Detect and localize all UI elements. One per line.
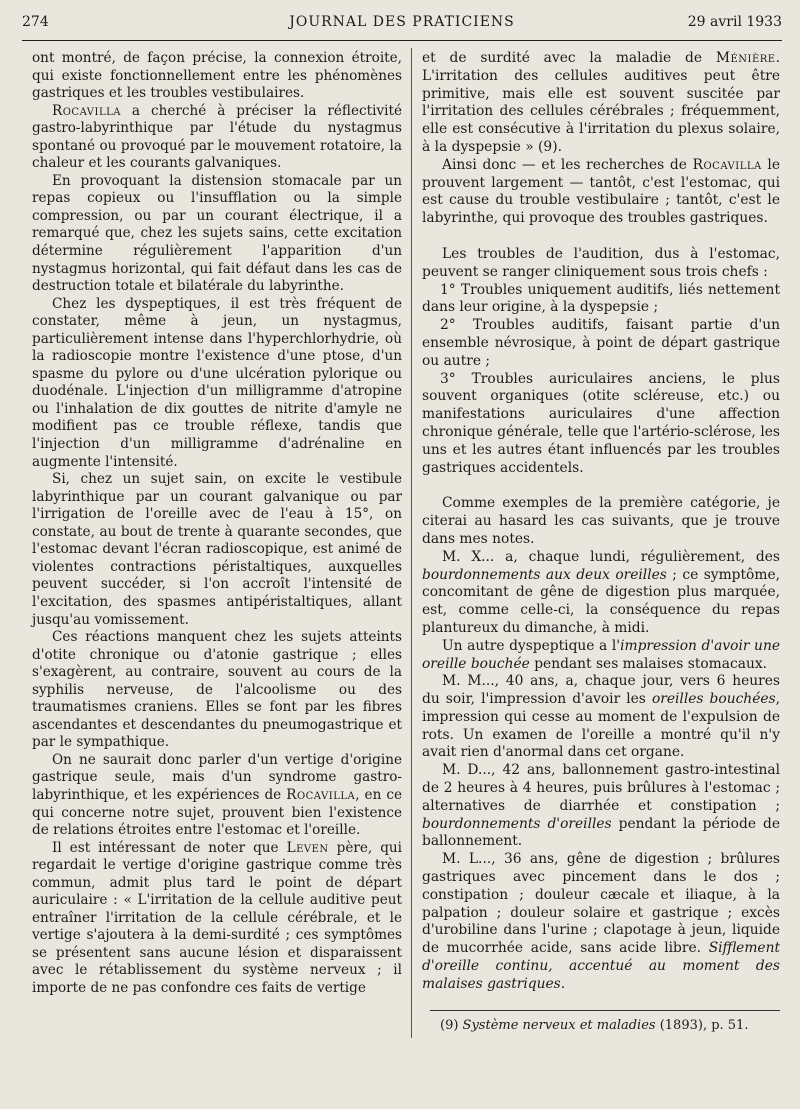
case-paragraph: M. D..., 42 ans, ballonnement gastro-intestinal de 2 heures à 4 heures, puis brûlures à l'estomac ; alternatives de diarrhée et constipation ; bourdonnements d'oreilles pendant la période de ballonnement. <box>422 762 780 850</box>
footnote-rule <box>430 1010 780 1011</box>
right-column <box>422 50 780 994</box>
case-paragraph: M. L..., 36 ans, gêne de digestion ; brûlures gastriques avec pincement dans le dos ; constipation ; douleur cæcale et iliaque, à la palpation ; douleur solaire et gastrique ; excès d'urobiline dans l'urine ; clapotage à jeun, liquide de mucorrhée acide, sans acide libre. Sifflement d'oreille continu, accentué au moment des malaises gastriques. <box>422 851 780 992</box>
author-name: Rocavilla <box>692 156 762 173</box>
author-name: Rocavilla <box>286 786 356 803</box>
footnote-title: Système nerveux et maladies <box>462 1018 656 1033</box>
author-name: Rocavilla <box>52 102 121 119</box>
column-divider <box>411 48 412 1038</box>
list-item: 2° Troubles auditifs, faisant partie d'un ensemble névrosique, à point de départ gastrique ou autre ; <box>422 317 780 369</box>
paragraph: Les troubles de l'audition, dus à l'estomac, peuvent se ranger cliniquement sous trois chefs : <box>422 245 780 280</box>
paragraph: Ces réactions manquent chez les sujets atteints d'otite chronique ou d'atonie gastrique ; elles s'exagèrent, au contraire, souvent au cours de la syphilis nerveuse, de l'alcoolisme ou des traumatismes craniens. Elles se font par les fibres ascendantes et descendantes du pneumogastrique et par le sympathique. <box>32 629 402 751</box>
footnote: (9) Système nerveux et maladies (1893), p. 51. <box>440 1018 749 1033</box>
author-name: Leven <box>286 839 329 856</box>
header-rule <box>22 40 782 41</box>
paragraph: En provoquant la distension stomacale par un repas copieux ou l'insufflation ou la simple compression, ou par un courant électrique, il a remarqué que, chez les sujets sains, cette excitation détermine régulièrement l'apparition d'un nystagmus horizontal, qui fait défaut dans les cas de destruction totale et bilatérale du labyrinthe. <box>32 172 402 295</box>
paragraph: Chez les dyspeptiques, il est très fréquent de constater, même à jeun, un nystagmus, particulièrement intense dans l'hyperchlorhydrie, où la radioscopie montre l'existence d'une ptose, d'un spasme du pylore ou d'une ulcération pylorique ou duodénale. L'injection d'un milligramme d'atropine ou l'inhalation de dix gouttes de nitrite d'amyle ne modifient pas ce trouble réflexe, tandis que l'injection d'un milligramme d'adrénaline en augmente l'intensité. <box>32 295 402 470</box>
paragraph: Ainsi donc — et les recherches de Rocavilla le prouvent largement — tantôt, c'est l'estomac, qui est cause du trouble vestibulaire ; tantôt, c'est le labyrinthe, qui provoque des troubles gastriques. <box>422 156 780 227</box>
case-paragraph: M. X... a, chaque lundi, régulièrement, des bourdonnements aux deux oreilles ; ce symptôme, concomitant de gêne de digestion plus marquée, est, comme celle-ci, la conséquence du repas plantureux du dimanche, à midi. <box>422 548 780 636</box>
list-item: 3° Troubles auriculaires anciens, le plus souvent organiques (otite scléreuse, etc.) ou manifestations auriculaires d'une affection chronique générale, telle que l'artério-sclérose, les uns et les autres étant influencés par les troubles gastriques accidentels. <box>422 370 780 476</box>
paragraph: et de surdité avec la maladie de Ménière. L'irritation des cellules auditives peut être primitive, mais elle est souvent suscitée par l'irritation des cellules cérébrales ; fréquemment, elle est consécutive à l'irritation du plexus solaire, à la dyspepsie » (9). <box>422 50 780 155</box>
issue-date: 29 avril 1933 <box>687 14 782 30</box>
list-item: 1° Troubles uniquement auditifs, liés nettement dans leur origine, à la dyspepsie ; <box>422 281 780 316</box>
case-paragraph: Un autre dyspeptique a l'impression d'avoir une oreille bouchée pendant ses malaises stomacaux. <box>422 637 780 672</box>
paragraph: Rocavilla a cherché à préciser la réflectivité gastro-labyrinthique par l'étude du nystagmus spontané ou provoqué par le mouvement rotatoire, la chaleur et les courants galvaniques. <box>32 102 402 172</box>
page-header <box>22 10 782 34</box>
paragraph: Si, chez un sujet sain, on excite le vestibule labyrinthique par un courant galvanique ou par l'irrigation de l'oreille avec de l'eau à 15°, on constate, au bout de trente à quarante secondes, que l'estomac devant l'écran radioscopique, est animé de violentes contractions péristaltiques, auxquelles peuvent succéder, si l'on accroît l'intensité de l'excitation, des spasmes antipéristaltiques, allant jusqu'au vomissement. <box>32 471 402 628</box>
category-list <box>422 282 780 478</box>
paragraph: Comme exemples de la première catégorie, je citerai au hasard les cas suivants, que je trouve dans mes notes. <box>422 495 780 547</box>
paragraph: ont montré, de façon précise, la connexion étroite, qui existe fonctionnellement entre les phénomènes gastriques et les troubles vestibulaires. <box>32 50 402 102</box>
paragraph: Il est intéressant de noter que Leven père, qui regardait le vertige d'origine gastrique comme très commun, admit plus tard le point de départ auriculaire : « L'irritation de la cellule auditive peut entraîner l'irritation de la cellule cérébrale, et le vertige s'ajoutera à la demi-surdité ; ces symptômes se présentent sans aucune lésion et disparaissent avec le rétablissement du système nerveux ; il importe de ne pas confondre ces faits de vertige <box>32 839 402 996</box>
case-paragraph: M. M..., 40 ans, a, chaque jour, vers 6 heures du soir, l'impression d'avoir les oreilles bouchées, impression qui cesse au moment de l'expulsion de rots. Un examen de l'oreille a montré qu'il n'y avait rien d'anormal dans cet organe. <box>422 673 780 761</box>
left-column <box>32 50 402 998</box>
author-name: Ménière <box>715 50 776 66</box>
page-number: 274 <box>22 14 49 30</box>
paragraph: On ne saurait donc parler d'un vertige d'origine gastrique seule, mais d'un syndrome gastro-labyrinthique, et les expériences de Rocavilla, en ce qui concerne notre sujet, prouvent bien l'existence de relations étroites entre l'estomac et l'oreille. <box>32 751 402 839</box>
journal-title: JOURNAL DES PRATICIENS <box>289 14 515 30</box>
